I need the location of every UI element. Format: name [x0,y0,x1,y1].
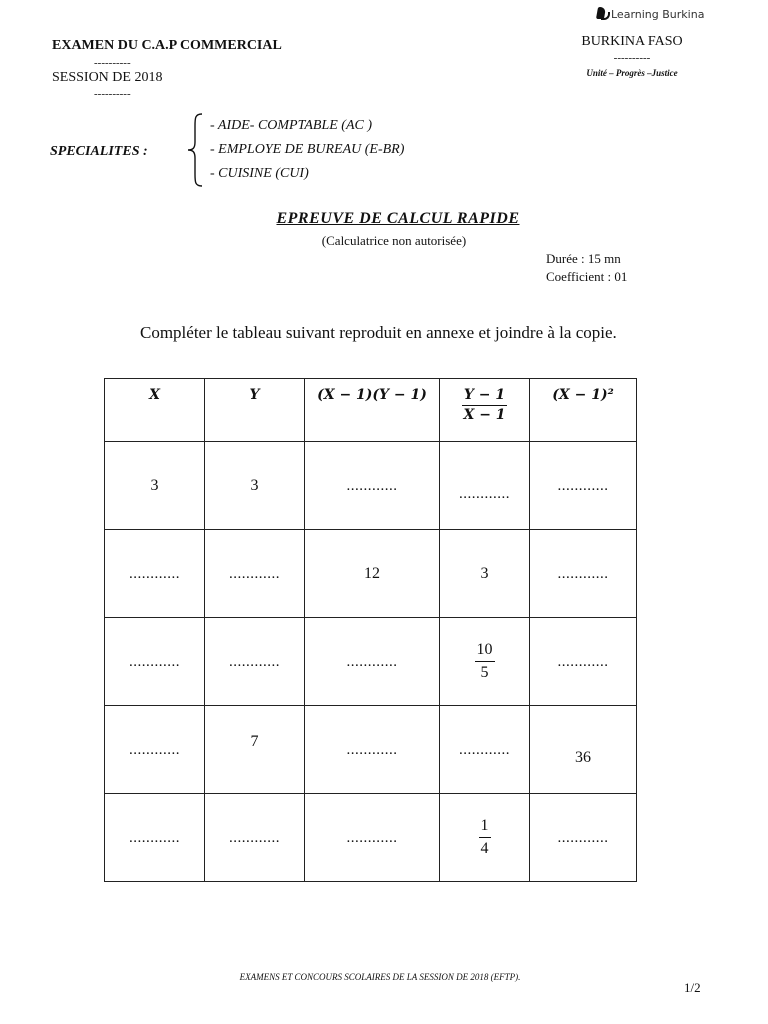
separator: ---------- [94,57,131,69]
cell-square[interactable] [530,530,637,618]
calculation-table [104,378,637,882]
cell-product[interactable] [305,442,440,530]
cell-x[interactable] [105,618,205,706]
blank-dots: ............ [346,829,398,846]
fraction-numerator: 10 [475,641,495,662]
separator: ---------- [613,52,651,64]
blank-dots: ............ [557,477,609,494]
cell-product[interactable] [305,706,440,794]
specialites-list [210,114,404,186]
cell-square[interactable] [530,618,637,706]
separator: ---------- [94,88,131,100]
country-name: BURKINA FASO [581,34,683,49]
blank-dots: ............ [557,565,609,582]
learning-burkina-watermark [596,6,704,22]
table-row [105,794,637,882]
page-footer: EXAMENS ET CONCOURS SCOLAIRES DE LA SESSION DE 2018 (EFTP). [239,972,521,982]
blank-dots: ............ [557,829,609,846]
specialite-item: - EMPLOYE DE BUREAU (E-BR) [210,142,405,157]
fraction-numerator: 1 [479,817,491,838]
table-row [105,706,637,794]
blank-dots: ............ [129,565,180,582]
table-row [105,442,637,530]
ratio-fraction [479,817,491,857]
coefficient: Coefficient : 01 [546,269,628,284]
header-ratio [440,379,530,442]
cell-ratio[interactable] [440,706,530,794]
learning-burkina-logo-icon [596,6,608,22]
cell-square[interactable] [530,794,637,882]
value: 3 [150,476,159,494]
cell-y [205,442,305,530]
national-motto: Unité – Progrès –Justice [586,68,678,78]
blank-dots: ............ [346,741,398,758]
blank-dots: ............ [129,829,180,846]
instruction-text: Compléter le tableau suivant reproduit en annexe et joindre à la copie. [140,323,617,342]
cell-x[interactable] [105,794,205,882]
fraction-numerator: Y − 1 [462,388,507,406]
specialites-label: SPECIALITES : [50,144,148,159]
ratio-fraction [462,388,507,424]
value: 3 [480,564,489,582]
cell-x[interactable] [105,706,205,794]
blank-dots: ............ [129,653,180,670]
cell-ratio [440,530,530,618]
specialite-item: - AIDE- COMPTABLE (AC ) [210,118,373,133]
cell-ratio [440,794,530,882]
blank-dots: ............ [346,653,398,670]
blank-dots: ............ [459,485,510,502]
cell-product[interactable] [305,618,440,706]
blank-dots: ............ [229,565,280,582]
cell-product [305,530,440,618]
fraction-denominator: 4 [480,840,489,857]
epreuve-title: EPREUVE DE CALCUL RAPIDE [276,210,520,227]
cell-x[interactable] [105,530,205,618]
cell-y[interactable] [205,794,305,882]
blank-dots: ............ [129,741,180,758]
blank-dots: ............ [229,653,280,670]
header-y: Y [205,379,305,442]
header-square: (X − 1)² [530,379,637,442]
exam-title: EXAMEN DU C.A.P COMMERCIAL [52,38,282,53]
blank-dots: ............ [346,477,398,494]
country-header [572,34,692,78]
exam-duration-info [546,250,627,286]
specialite-item: - CUISINE (CUI) [210,166,309,181]
epreuve-subtitle: (Calculatrice non autorisée) [321,233,467,248]
fraction-denominator: X − 1 [463,407,506,424]
header-product: (X − 1)(Y − 1) [305,379,440,442]
table-row [105,530,637,618]
exam-header [52,38,282,100]
page-number: 1/2 [684,980,701,995]
table-row [105,618,637,706]
value: 3 [250,476,259,494]
cell-ratio [440,618,530,706]
value: 7 [250,732,259,750]
cell-square [530,706,637,794]
cell-ratio[interactable] [440,442,530,530]
ratio-fraction [475,641,495,681]
duration: Durée : 15 mn [546,251,621,266]
fraction-denominator: 5 [480,664,489,681]
header-x: X [105,379,205,442]
left-brace-icon [186,112,204,188]
cell-y[interactable] [205,530,305,618]
session-label: SESSION DE 2018 [52,70,163,85]
blank-dots: ............ [229,829,280,846]
cell-x [105,442,205,530]
value: 12 [364,564,380,582]
cell-square[interactable] [530,442,637,530]
cell-y[interactable] [205,618,305,706]
blank-dots: ............ [459,741,510,758]
watermark-text: Learning Burkina [611,7,705,21]
blank-dots: ............ [557,653,609,670]
table-header-row [105,379,637,442]
cell-y [205,706,305,794]
cell-product[interactable] [305,794,440,882]
value: 36 [575,748,591,766]
